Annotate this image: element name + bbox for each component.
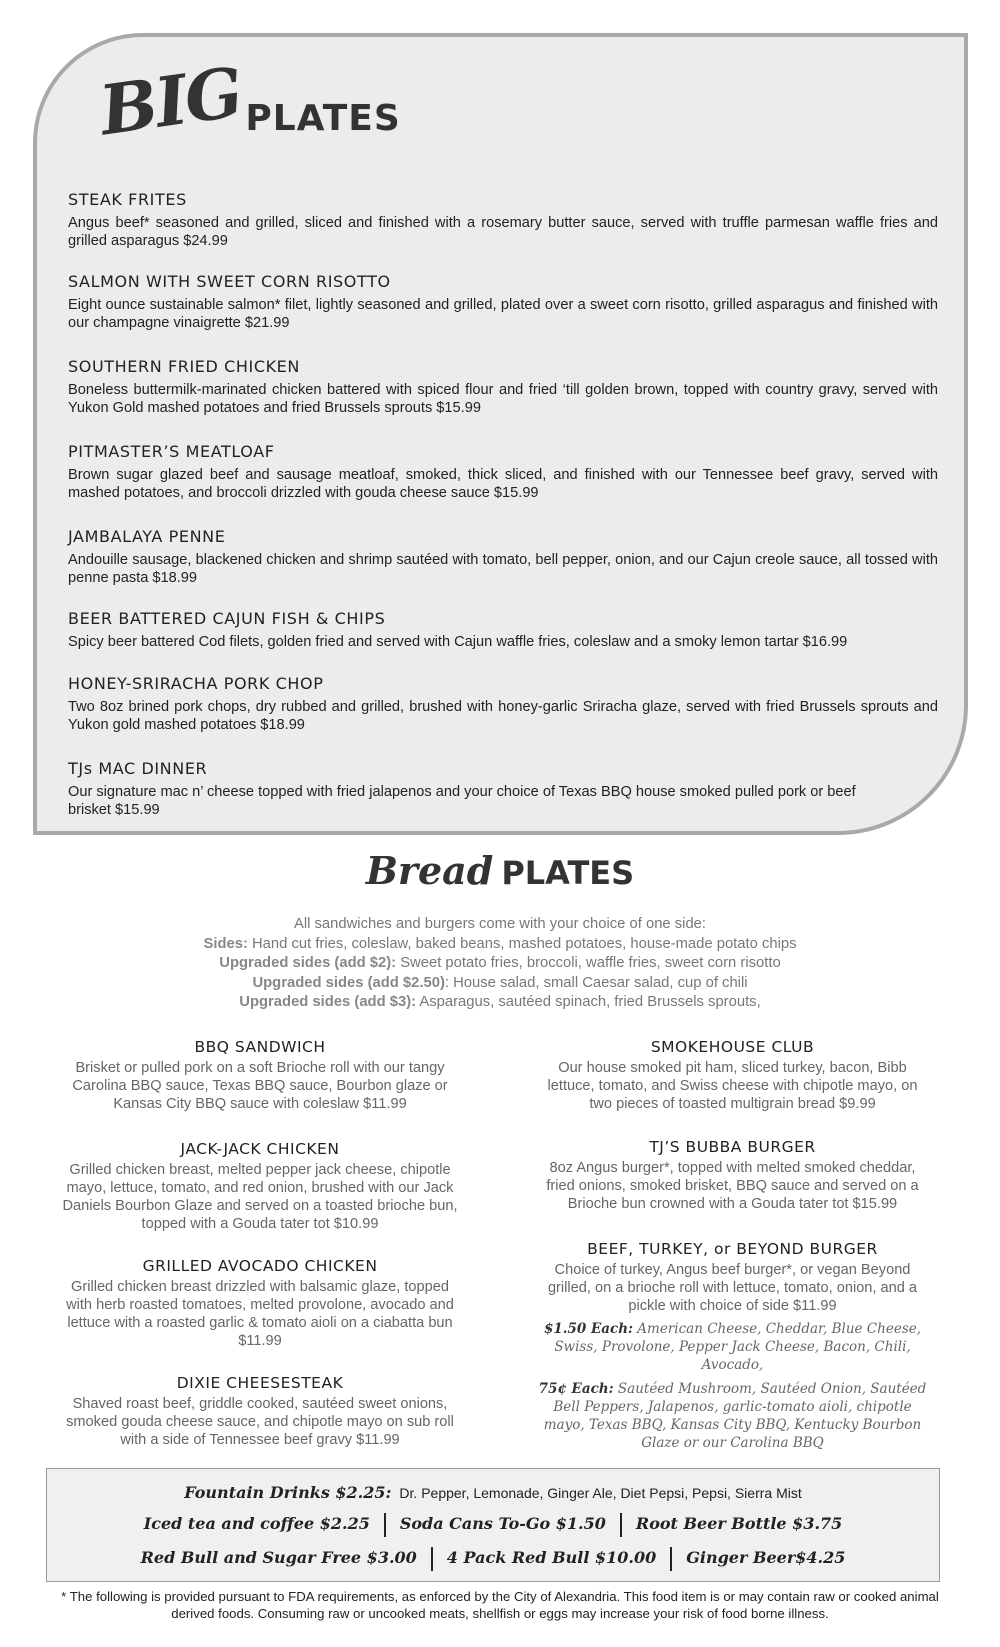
sandwich-item [535,1240,930,1315]
big-plates-title [95,52,401,152]
divider [670,1547,672,1571]
drinks-row-fountain [47,1483,939,1503]
item-name: PITMASTER’S MEATLOAF [68,442,275,461]
item-description: Boneless buttermilk-marinated chicken battered with spiced flour and fried ‘till golden brown, topped with country gravy, served with Yukon Gold mashed potatoes and fried Brussels sprouts $15.99 [68,382,938,416]
addon-group [535,1380,930,1452]
menu-item [68,609,938,651]
fda-footnote: * The following is provided pursuant to FDA requirements, as enforced by the City of Alexandria. This food item is or may contain raw or cooked animal derived foods. Consuming raw or uncooked meats, shellfish or eggs may increase your risk of food borne illness. [61,1589,939,1621]
sides-info [0,915,1000,1013]
item-name: SMOKEHOUSE CLUB [650,1038,815,1056]
menu-item [68,759,868,819]
drink-item: Iced tea and coffee $2.25 [143,1514,370,1534]
bread-plates-title-script: Bread [365,848,494,893]
menu-item [68,527,938,587]
item-description: Two 8oz brined pork chops, dry rubbed and grilled, brushed with honey-garlic Sriracha glaze, served with fried Brussels sprouts and Yukon gold mashed potatoes $18.99 [68,699,938,733]
item-description: Our signature mac n’ cheese topped with fried jalapenos and your choice of Texas BBQ house smoked pulled pork or beef brisket $15.99 [68,784,856,818]
sides-text: Sweet potato fries, broccoli, waffle fries, sweet corn risotto [396,955,781,971]
item-name: SALMON WITH SWEET CORN RISOTTO [68,272,391,291]
fountain-label: Fountain Drinks $2.25: [184,1483,392,1502]
item-description: Shaved roast beef, griddle cooked, sautéed sweet onions, smoked gouda cheese sauce, and chipotle mayo on sub roll with a side of Tennessee beef gravy $11.99 [66,1396,454,1448]
sandwich-item [535,1138,930,1213]
item-name: TJs MAC DINNER [68,759,208,778]
sides-text: Asparagus, sautéed spinach, fried Brussels sprouts, [416,994,761,1010]
item-description: Spicy beer battered Cod filets, golden fried and served with Cajun waffle fries, coleslaw and a smoky lemon tartar $16.99 [68,634,848,650]
addon-label: $1.50 Each: [543,1321,633,1337]
bread-plates-title-block: PLATES [501,854,635,892]
divider [384,1513,386,1537]
sandwich-item [535,1038,930,1113]
item-name: BEER BATTERED CAJUN FISH & CHIPS [68,609,386,628]
fountain-list: Dr. Pepper, Lemonade, Ginger Ale, Diet Pepsi, Pepsi, Sierra Mist [399,1485,802,1501]
sides-line [0,935,1000,955]
sides-intro: All sandwiches and burgers come with your choice of one side: [293,916,707,932]
drink-item: Root Beer Bottle $3.75 [635,1514,843,1534]
sandwich-item [60,1038,460,1113]
item-description: Brown sugar glazed beef and sausage meatloaf, smoked, thick sliced, and finished with our Tennessee beef gravy, served with mashed potatoes, and broccoli drizzled with gouda cheese sauce $15.99 [68,467,938,501]
item-description: Andouille sausage, blackened chicken and shrimp sautéed with tomato, bell pepper, onion, and our Cajun creole sauce, all tossed with penne pasta $18.99 [68,552,938,586]
item-description: Our house smoked pit ham, sliced turkey, bacon, Bibb lettuce, tomato, and Swiss cheese with chipotle mayo, on two pieces of toasted multigrain bread $9.99 [547,1060,918,1112]
sides-line [0,954,1000,974]
sandwich-item [60,1374,460,1449]
item-description: Angus beef* seasoned and grilled, sliced and finished with a rosemary butter sauce, served with truffle parmesan waffle fries and grilled asparagus $24.99 [68,215,938,249]
sides-line [0,974,1000,994]
item-description: Eight ounce sustainable salmon* filet, lightly seasoned and grilled, plated over a sweet corn risotto, grilled asparagus and finished with our champagne vinaigrette $21.99 [68,297,938,331]
menu-item [68,674,938,734]
sandwich-item [60,1257,460,1350]
item-name: DIXIE CHEESESTEAK [176,1374,344,1392]
divider [620,1513,622,1537]
menu-item [68,190,938,250]
item-name: GRILLED AVOCADO CHICKEN [142,1257,378,1275]
item-name: BEEF, TURKEY, or BEYOND BURGER [587,1240,878,1258]
item-name: SOUTHERN FRIED CHICKEN [68,357,300,376]
drink-item: Soda Cans To-Go $1.50 [399,1514,606,1534]
divider [431,1547,433,1571]
sandwich-item [60,1140,460,1233]
drinks-row [47,1513,939,1537]
item-description: 8oz Angus burger*, topped with melted smoked cheddar, fried onions, smoked brisket, BBQ sauce and served on a Brioche bun crowned with a Gouda tater tot $15.99 [546,1160,919,1212]
drinks-row [47,1547,939,1571]
sides-label: Sides: [203,935,248,952]
sides-label: Upgraded sides (add $3): [239,994,417,1010]
item-name: JAMBALAYA PENNE [68,527,226,546]
addon-text: American Cheese, Cheddar, Blue Cheese, Swiss, Provolone, Pepper Jack Cheese, Bacon, Chili, Avocado, [554,1321,922,1373]
item-name: JACK-JACK CHICKEN [180,1140,340,1158]
item-name: STEAK FRITES [68,190,187,209]
menu-item [68,442,938,502]
sides-text: Hand cut fries, coleslaw, baked beans, mashed potatoes, house-made potato chips [247,935,797,952]
sides-label: Upgraded sides (add $2.50) [252,974,445,991]
sides-label: Upgraded sides (add $2): [219,955,397,971]
sides-text: : House salad, small Caesar salad, cup of chili [444,974,748,991]
drink-item: Ginger Beer$4.25 [686,1548,846,1568]
sides-line [0,993,1000,1013]
item-description: Grilled chicken breast drizzled with balsamic glaze, topped with herb roasted tomatoes, melted provolone, avocado and lettuce with a roasted garlic & tomato aioli on a ciabatta bun $11.99 [66,1279,454,1349]
item-name: TJ’S BUBBA BURGER [649,1138,816,1156]
addon-text: Sautéed Mushroom, Sautéed Onion, Sautéed Bell Peppers, Jalapenos, garlic-tomato aioli, chipotle mayo, Texas BBQ, Kansas City BBQ, Kentucky Bourbon Glaze or our Carolina BBQ [543,1381,927,1451]
item-description: Grilled chicken breast, melted pepper jack cheese, chipotle mayo, lettuce, tomato, and red onion, brushed with our Jack Daniels Bourbon Glaze and served on a toasted brioche bun, topped with a Gouda tater tot $10.99 [62,1162,458,1232]
item-description: Brisket or pulled pork on a soft Brioche roll with our tangy Carolina BBQ sauce, Texas BBQ sauce, Bourbon glaze or Kansas City BBQ sauce with coleslaw $11.99 [72,1060,448,1112]
menu-item [68,272,938,332]
bread-plates-title [0,848,1000,893]
item-name: HONEY-SRIRACHA PORK CHOP [68,674,324,693]
drink-item: Red Bull and Sugar Free $3.00 [140,1548,417,1568]
drink-item: 4 Pack Red Bull $10.00 [446,1548,657,1568]
menu-item [68,357,938,417]
big-plates-title-block: PLATES [245,98,401,139]
big-plates-title-script: BIG [95,52,247,152]
item-name: BBQ SANDWICH [194,1038,326,1056]
addon-label: 75¢ Each: [538,1381,614,1397]
item-description: Choice of turkey, Angus beef burger*, or vegan Beyond grilled, on a brioche roll with lettuce, tomato, onion, and a pickle with choice of side $11.99 [547,1262,918,1314]
addon-group [535,1320,930,1374]
drinks-panel [46,1468,940,1582]
